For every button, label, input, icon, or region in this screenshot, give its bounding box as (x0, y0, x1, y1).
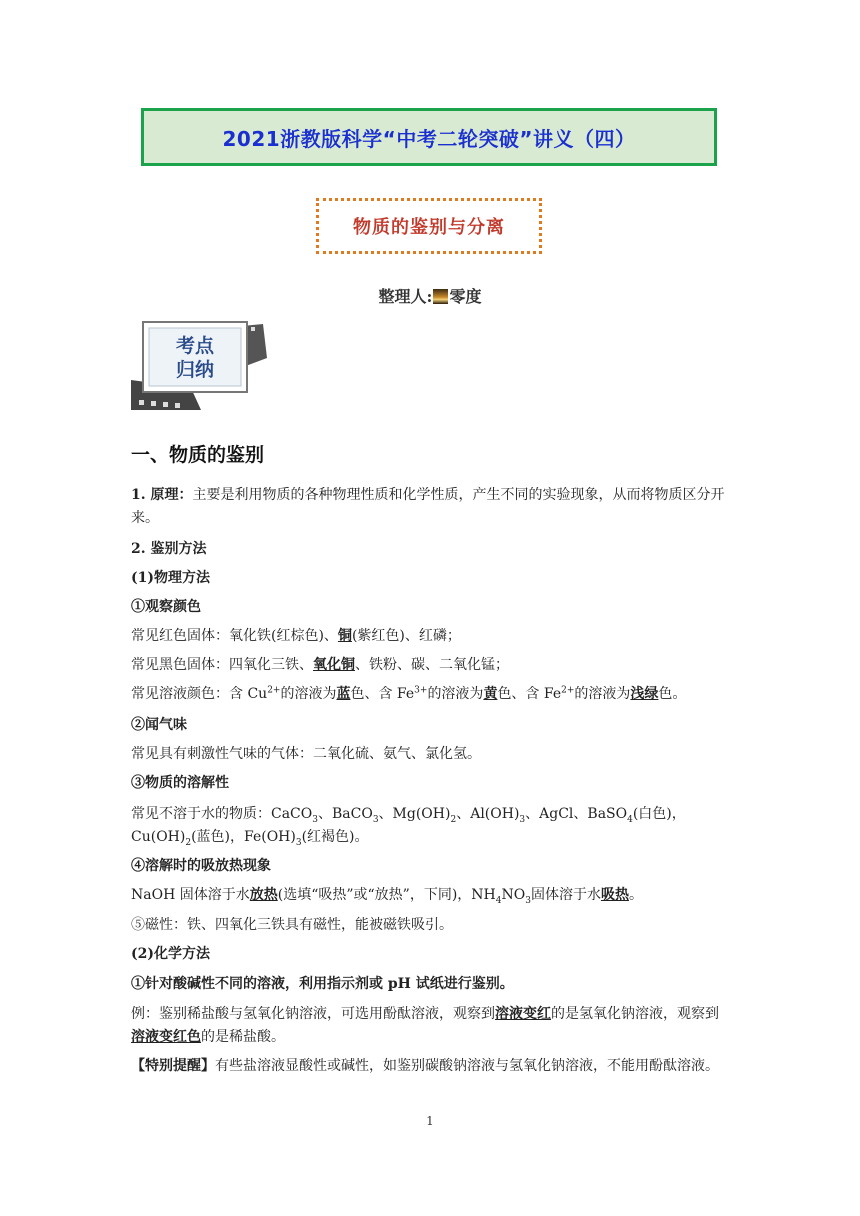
organizer-prefix: 整理人: (378, 287, 433, 306)
insol-f: (白色)，Cu(OH) (131, 806, 686, 845)
organizer-avatar-icon (433, 289, 448, 304)
black-solids-tail: 、铁粉、碳、二氧化锰； (355, 657, 509, 673)
insol-e: 、AgCl、BaSO (525, 806, 628, 822)
chemical-method-heading: (2)化学方法 (131, 946, 210, 962)
solubility-heading: ③物质的溶解性 (131, 775, 229, 791)
insol-c: 、Mg(OH) (378, 806, 451, 822)
insol-a: 常见不溶于水的物质：CaCO (131, 806, 313, 822)
insol-g: (蓝色)，Fe(OH) (191, 829, 296, 845)
example-paragraph (131, 1003, 731, 1049)
indicator-method-heading: ①针对酸碱性不同的溶液，利用指示剂或 pH 试纸进行鉴别。 (131, 976, 514, 992)
solution-text-d: 的溶液为 (427, 686, 484, 702)
insoluble-substances-paragraph (131, 803, 731, 849)
document-title: 2021浙教版科学“中考二轮突破”讲义（四） (222, 126, 636, 151)
insol-sub-6: 2 (185, 837, 192, 848)
physical-method-heading: (1)物理方法 (131, 570, 210, 586)
cu-charge: 2+ (267, 685, 281, 696)
heat-d: NO (501, 887, 526, 903)
answer-turns-red: 溶液变红 (495, 1006, 551, 1022)
black-solids-line (131, 654, 731, 677)
answer-yellow: 黄 (483, 686, 498, 702)
solution-text-c: 色、含 Fe (350, 686, 415, 702)
reminder-label: 【特别提醒】 (131, 1058, 215, 1074)
answer-copper: 铜 (337, 628, 352, 644)
insol-h: (红褐色)。 (301, 829, 369, 845)
example-c: 的是氢氧化钠溶液，观察到 (551, 1006, 719, 1022)
special-reminder-paragraph (131, 1055, 731, 1078)
insol-sub-2: 3 (372, 814, 379, 825)
organizer-line (0, 284, 860, 307)
insol-sub-4: 3 (519, 814, 526, 825)
solution-text-e: 色、含 Fe (497, 686, 562, 702)
methods-heading: 2. 鉴别方法 (131, 541, 207, 557)
answer-exothermic: 放热 (249, 887, 278, 903)
answer-light-green: 浅绿 (630, 686, 659, 702)
insol-sub-7: 3 (295, 837, 302, 848)
solution-text-b: 的溶液为 (280, 686, 337, 702)
solution-text-a: 常见溶液颜色：含 Cu (131, 686, 268, 702)
answer-blue: 蓝 (336, 686, 351, 702)
title-banner (141, 108, 717, 166)
organizer-name: 零度 (449, 287, 482, 306)
smell-heading: ②闻气味 (131, 717, 187, 733)
section-heading-identification: 一、物质的鉴别 (131, 444, 265, 466)
fe3-charge: 3+ (414, 685, 428, 696)
heat-c: (选填“吸热”或“放热”，下同)，NH (277, 887, 496, 903)
observe-color-heading: ①观察颜色 (131, 599, 201, 615)
principle-text: 主要是利用物质的各种物理性质和化学性质，产生不同的实验现象，从而将物质区分开来。 (131, 487, 725, 526)
badge-line-2: 归纳 (175, 359, 215, 381)
example-e: 的是稀盐酸。 (201, 1029, 285, 1045)
badge-line-1: 考点 (175, 335, 215, 357)
insol-d: 、Al(OH) (456, 806, 520, 822)
heat-g: 。 (628, 887, 643, 903)
red-solids-text: 常见红色固体：氧化铁(红棕色)、 (131, 628, 338, 644)
insol-sub-1: 3 (312, 814, 318, 825)
document-subtitle: 物质的鉴别与分离 (353, 217, 505, 238)
smell-line: 常见具有刺激性气味的气体：二氧化硫、氨气、氯化氢。 (131, 746, 481, 762)
insol-b: 、BaCO (317, 806, 373, 822)
dissolution-heat-line (131, 884, 731, 907)
subtitle-banner (316, 198, 542, 254)
dissolution-heat-heading: ④溶解时的吸放热现象 (131, 858, 271, 874)
principle-label: 1. 原理： (131, 487, 193, 503)
red-solids-line (131, 625, 731, 648)
heat-e: 固体溶于水 (530, 887, 601, 903)
answer-copper-oxide: 氧化铜 (313, 657, 355, 673)
page-number: 1 (426, 1114, 434, 1128)
insol-sub-3: 2 (450, 814, 457, 825)
answer-endothermic: 吸热 (600, 887, 629, 903)
reminder-text: 有些盐溶液显酸性或碱性，如鉴别碳酸钠溶液与氢氧化钠溶液，不能用酚酞溶液。 (215, 1058, 719, 1074)
black-solids-text: 常见黑色固体：四氧化三铁、 (131, 657, 313, 673)
insol-sub-5: 4 (627, 814, 633, 825)
solution-text-g: 色。 (658, 686, 687, 702)
heat-sub-2: 3 (525, 895, 531, 906)
principle-paragraph (131, 484, 731, 530)
answer-turns-red-color: 溶液变红色 (131, 1029, 201, 1045)
example-a: 例：鉴别稀盐酸与氢氧化钠溶液，可选用酚酞溶液，观察到 (131, 1006, 495, 1022)
solution-colors-line (131, 683, 731, 706)
heat-sub-1: 4 (495, 895, 502, 906)
red-solids-tail: (紫红色)、红磷； (351, 628, 461, 644)
magnetism-line: ⑤磁性：铁、四氧化三铁具有磁性，能被磁铁吸引。 (131, 917, 453, 933)
heat-a: NaOH 固体溶于水 (131, 887, 250, 903)
key-points-badge-icon (131, 318, 271, 410)
fe2-charge: 2+ (561, 685, 575, 696)
solution-text-f: 的溶液为 (574, 686, 631, 702)
